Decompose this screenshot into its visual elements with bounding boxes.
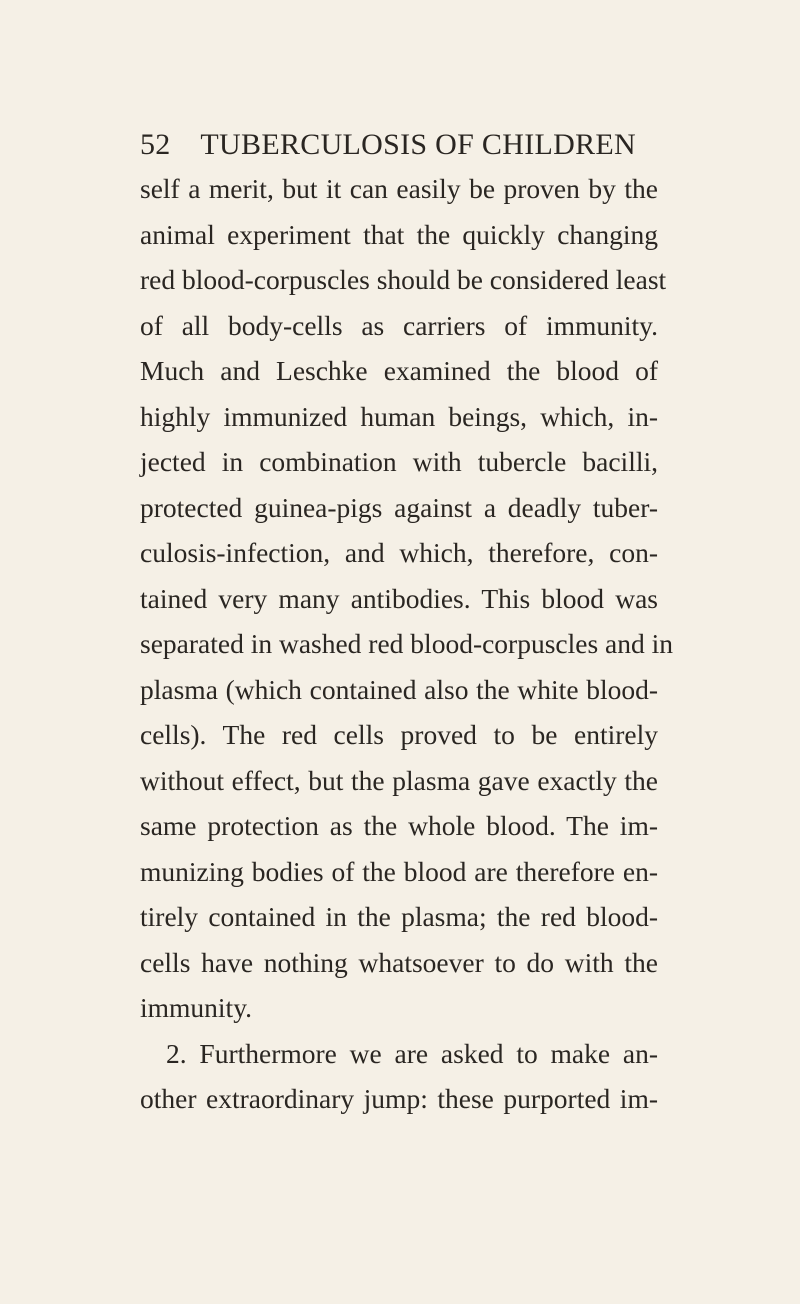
text-line: red blood-corpuscles should be considered least bbox=[140, 264, 667, 295]
text-line: highly immunized human beings, which, in- bbox=[140, 400, 658, 432]
text-line: cells). The red cells proved to be entirely bbox=[140, 719, 658, 750]
text-line: same protection as the whole blood. The im- bbox=[140, 810, 658, 841]
running-title: TUBERCULOSIS OF CHILDREN bbox=[200, 128, 636, 161]
text-line: jected in combination with tubercle bacilli, bbox=[140, 446, 658, 477]
text-line: protected guinea-pigs against a deadly tuber- bbox=[140, 491, 658, 523]
text-line: 2. Furthermore we are asked to make an- bbox=[166, 1037, 658, 1069]
text-line: munizing bodies of the blood are therefore en- bbox=[140, 855, 658, 887]
text-line: cells have nothing whatsoever to do with the bbox=[140, 946, 658, 978]
text-line: of all body-cells as carriers of immunity. bbox=[140, 309, 658, 341]
text-line: culosis-infection, and which, therefore, con- bbox=[140, 537, 658, 568]
text-line: without effect, but the plasma gave exactly the bbox=[140, 764, 658, 796]
text-line: tained very many antibodies. This blood was bbox=[140, 582, 658, 614]
text-line: Much and Leschke examined the blood of bbox=[140, 355, 658, 386]
page-header bbox=[140, 128, 670, 168]
text-line: plasma (which contained also the white blood- bbox=[140, 673, 658, 705]
text-line: animal experiment that the quickly changing bbox=[140, 218, 658, 250]
text-line: other extraordinary jump: these purported im- bbox=[140, 1083, 658, 1114]
text-line: self a merit, but it can easily be proven by the bbox=[140, 173, 658, 204]
body-text bbox=[140, 166, 674, 1122]
page-number: 52 bbox=[140, 128, 171, 161]
text-line: separated in washed red blood-corpuscles and in bbox=[140, 628, 674, 659]
text-line: immunity. bbox=[140, 992, 253, 1023]
text-line: tirely contained in the plasma; the red blood- bbox=[140, 901, 658, 932]
